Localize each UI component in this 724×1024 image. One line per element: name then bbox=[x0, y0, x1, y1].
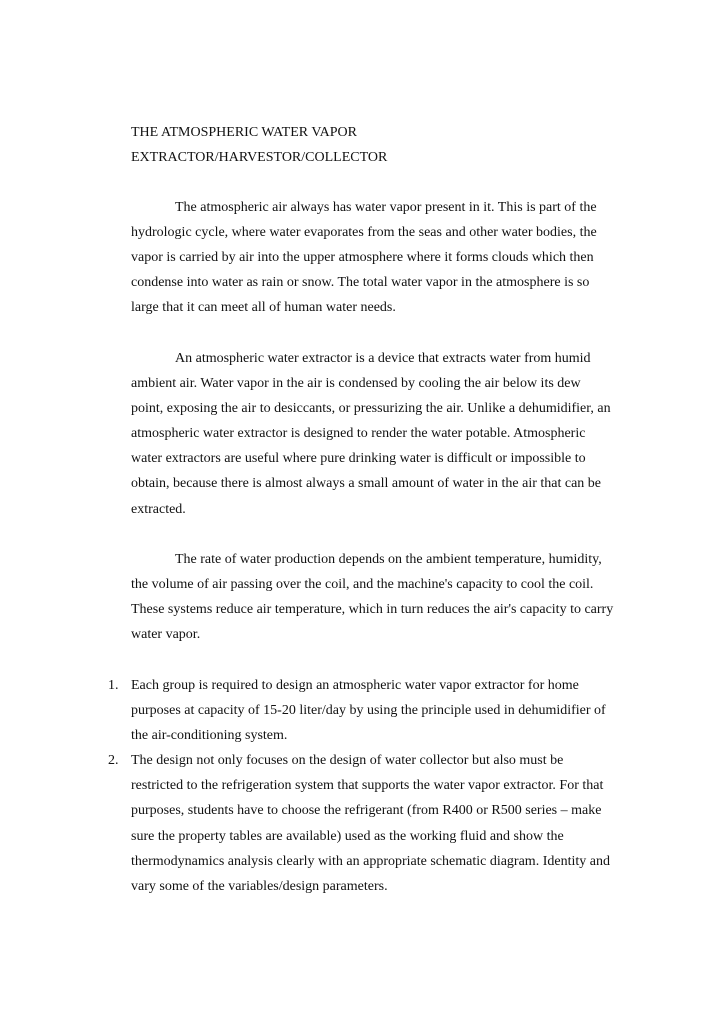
paragraph-line: atmospheric water extractor is designed to render the water potable. Atmospheric bbox=[131, 426, 586, 442]
list-item-line: vary some of the variables/design parameters. bbox=[131, 878, 388, 894]
paragraph-line: water vapor. bbox=[131, 627, 201, 643]
paragraph-line: condense into water as rain or snow. The total water vapor in the atmosphere is so bbox=[131, 275, 590, 291]
list-item-line: sure the property tables are available) used as the working fluid and show the bbox=[131, 828, 564, 844]
paragraph-line: These systems reduce air temperature, which in turn reduces the air's capacity to carry bbox=[131, 602, 614, 618]
paragraph-2 bbox=[131, 346, 641, 522]
list-item-number: 2. bbox=[108, 753, 119, 769]
paragraph-line: large that it can meet all of human water needs. bbox=[131, 300, 396, 316]
paragraph-1 bbox=[131, 195, 641, 320]
title-line-1: THE ATMOSPHERIC WATER VAPOR bbox=[131, 125, 357, 140]
list-item-line: The design not only focuses on the design of water collector but also must be bbox=[131, 753, 564, 769]
paragraph-3 bbox=[131, 547, 641, 647]
paragraph-line: The atmospheric air always has water vapor present in it. This is part of the bbox=[175, 200, 597, 215]
paragraph-line: hydrologic cycle, where water evaporates from the seas and other water bodies, the bbox=[131, 225, 597, 241]
list-item-line: purposes, students have to choose the refrigerant (from R400 or R500 series – make bbox=[131, 803, 602, 819]
list-item-number: 1. bbox=[108, 678, 119, 693]
document-title bbox=[131, 120, 387, 170]
title-line-2: EXTRACTOR/HARVESTOR/COLLECTOR bbox=[131, 150, 388, 165]
paragraph-line: extracted. bbox=[131, 501, 186, 517]
list-item-line: the air-conditioning system. bbox=[131, 728, 288, 744]
paragraph-line: point, exposing the air to desiccants, or pressurizing the air. Unlike a dehumidifier, an bbox=[131, 401, 611, 417]
list-item-line: thermodynamics analysis clearly with an appropriate schematic diagram. Identity and bbox=[131, 853, 610, 869]
list-item-line: restricted to the refrigeration system that supports the water vapor extractor. For that bbox=[131, 778, 604, 794]
paragraph-line: the volume of air passing over the coil, and the machine's capacity to cool the coil. bbox=[131, 577, 594, 593]
list-item-line: purposes at capacity of 15-20 liter/day by using the principle used in dehumidifier of bbox=[131, 703, 606, 719]
requirements-list bbox=[108, 673, 648, 899]
list-item bbox=[108, 748, 648, 899]
list-item-line: Each group is required to design an atmospheric water vapor extractor for home bbox=[131, 678, 579, 693]
paragraph-line: vapor is carried by air into the upper atmosphere where it forms clouds which then bbox=[131, 250, 594, 266]
list-item bbox=[108, 673, 648, 748]
paragraph-line: The rate of water production depends on the ambient temperature, humidity, bbox=[175, 552, 602, 567]
paragraph-line: obtain, because there is almost always a small amount of water in the air that can be bbox=[131, 476, 602, 492]
paragraph-line: An atmospheric water extractor is a device that extracts water from humid bbox=[175, 351, 591, 366]
paragraph-line: ambient air. Water vapor in the air is condensed by cooling the air below its dew bbox=[131, 376, 581, 392]
paragraph-line: water extractors are useful where pure drinking water is difficult or impossible to bbox=[131, 451, 586, 467]
